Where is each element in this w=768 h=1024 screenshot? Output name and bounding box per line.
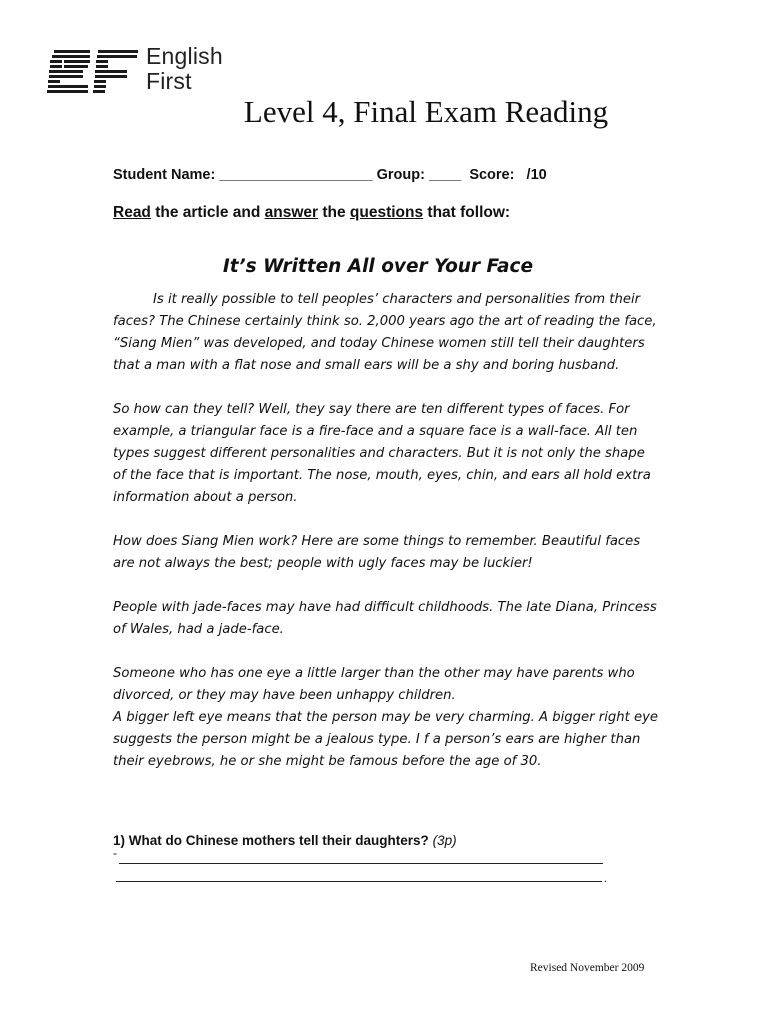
page-title: Level 4, Final Exam Reading [243,94,609,129]
article-paragraph: Someone who has one eye a little larger than the other may have parents who divorced, or they may have been unhappy children. [113,666,635,703]
answer-line-suffix: . [603,871,607,885]
group-field[interactable]: ____ [428,167,462,183]
article-paragraph: Is it really possible to tell peoples’ characters and personalities from their faces? The Chinese certainly think so. 2,000 years ago the art of reading the face, “Siang Mien” was developed, and today Chinese women still tell their daughters that a man with a flat nose and small ears will be a shy and boring husband. [113,292,657,373]
ef-logo [46,44,236,100]
answer-line-1[interactable] [113,846,603,864]
instr-text-2: the [318,204,350,221]
article-paragraph: A bigger left eye means that the person may be very charming. A bigger right eye suggests the person might be a jealous type. I f a person’s ears are higher than their eyebrows, he or she might be famous before the age of 30. [113,710,658,769]
question-1 [113,833,457,848]
article-paragraph: So how can they tell? Well, they say there are ten different types of faces. For example, a triangular face is a fire-face and a square face is a wall-face. All ten types suggest different personalities and characters. But it is not only the shape of the face that is important. The nose, mouth, eyes, chin, and ears all hold extra information about a person. [113,402,651,505]
student-info-line [113,167,547,183]
student-name-field[interactable]: ___________________ [219,167,373,183]
article-paragraph: How does Siang Mien work? Here are some things to remember. Beautiful faces are not always the best; people with ugly faces may be luckier! [113,534,641,571]
footer-revised: Revised November 2009 [530,962,645,974]
instr-text-3: that follow: [423,204,511,221]
score-label: Score: [469,167,515,183]
article-paragraph: People with jade-faces may have had difficult childhoods. The late Diana, Princess of Wales, had a jade-face. [113,600,657,637]
instructions [113,204,510,222]
instr-questions: questions [349,204,424,221]
article-title: It’s Written All over Your Face [222,256,534,277]
question-1-text: 1) What do Chinese mothers tell their daughters? [113,833,429,848]
logo-text-first: First [146,68,192,94]
logo-wordmark [146,44,223,94]
answer-line-2[interactable] [116,868,607,885]
article-body [113,289,658,795]
question-1-points: (3p) [432,833,457,848]
instr-text-1: the article and [150,204,265,221]
answer-line-prefix: - [113,846,117,860]
group-label: Group: [376,167,425,183]
student-name-label: Student Name: [113,167,216,183]
instr-read: Read [113,204,151,221]
answer-rule [116,881,602,882]
logo-text-english: English [146,43,223,69]
score-value: /10 [526,167,547,183]
instr-answer: answer [264,204,319,221]
answer-rule [119,863,603,864]
ef-logo-mark-icon [46,46,142,100]
